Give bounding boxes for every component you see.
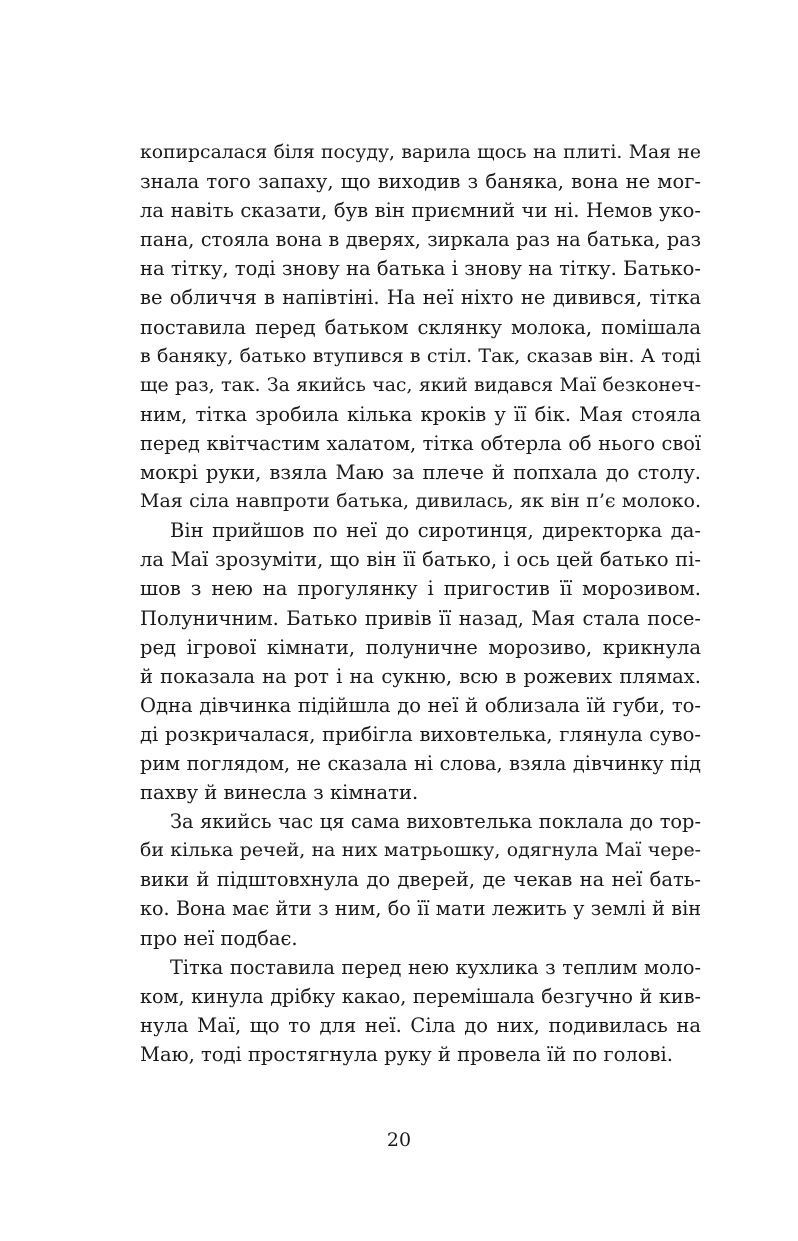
text-line: знала того запаху, що виходив з баняка, вона не мог- xyxy=(140,170,701,194)
text-line: ред ігрової кімнати, полуничне морозиво, крикнула xyxy=(140,635,701,659)
text-line: вики й підштовхнула до дверей, де чекав на неї бать- xyxy=(140,868,701,892)
text-line: поставила перед батьком склянку молока, помішала xyxy=(140,315,701,339)
text-line: ді розкричалася, прибігла виховтелька, глянула суво- xyxy=(140,722,701,746)
text-line: в баняку, батько втупився в стіл. Так, сказав він. А тоді xyxy=(140,344,701,367)
text-line: шов з нею на прогулянку і пригостив її морозивом. xyxy=(140,577,701,601)
text-line: ко. Вона має йти з ним, бо її мати лежить у землі й він xyxy=(140,897,701,921)
text-line: Полуничним. Батько привів її назад, Мая стала посе- xyxy=(140,606,701,630)
text-line: рим поглядом, не сказала ні слова, взяла дівчинку під xyxy=(140,751,701,775)
paragraph-first-line: За якийсь час ця сама виховтелька поклала до тор- xyxy=(170,810,701,834)
text-line: копирсалася біля посуду, варила щось на плиті. Мая не xyxy=(140,142,701,163)
text-line: мокрі руки, взяла Маю за плече й попхала до столу. xyxy=(140,461,701,485)
paragraph-last-line: про неї подбає. xyxy=(140,926,298,950)
paragraph-last-line: пахву й винесла з кімнати. xyxy=(140,781,419,805)
paragraph-last-line: Маю, тоді простягнула руку й провела їй по голові. xyxy=(140,1042,673,1066)
text-line: би кілька речей, на них матрьошку, одягнула Маї чере- xyxy=(140,839,701,862)
paragraph-first-line: Тітка поставила перед нею кухлика з теплим моло- xyxy=(170,955,701,979)
text-line: й показала на рот і на сукню, всю в рожевих плямах. xyxy=(140,664,701,688)
text-line: Одна дівчинка підійшла до неї й облизала їй губи, то- xyxy=(140,693,701,717)
text-line: ла Маї зрозуміти, що він її батько, і ось цей батько пі- xyxy=(140,548,701,572)
paragraph-first-line: Він прийшов по неї до сиротинця, директорка да- xyxy=(170,519,701,543)
text-line: Мая сіла навпроти батька, дивилась, як він п’є молоко. xyxy=(140,490,701,513)
text-line: ним, тітка зробила кілька кроків у її бік. Мая стояла xyxy=(140,402,701,426)
text-line: ще раз, так. За якийсь час, який видався Маї безконеч- xyxy=(140,373,701,396)
body-text xyxy=(140,138,701,1069)
text-line: ла навіть сказати, був він приємний чи ні. Немов уко- xyxy=(140,199,701,223)
text-line: ве обличчя в напівтіні. На неї ніхто не дивився, тітка xyxy=(140,286,701,310)
page-number: 20 xyxy=(386,1129,412,1151)
text-line: нула Маї, що то для неї. Сіла до них, подивилась на xyxy=(140,1013,701,1037)
text-line: перед квітчастим халатом, тітка обтерла об нього свої xyxy=(140,431,701,455)
text-line: на тітку, тоді знову на батька і знову на тітку. Батько- xyxy=(140,257,701,281)
text-line: ком, кинула дрібку какао, перемішала безгучно й кив- xyxy=(140,984,701,1008)
text-line: пана, стояла вона в дверях, зиркала раз на батька, раз xyxy=(140,228,701,252)
